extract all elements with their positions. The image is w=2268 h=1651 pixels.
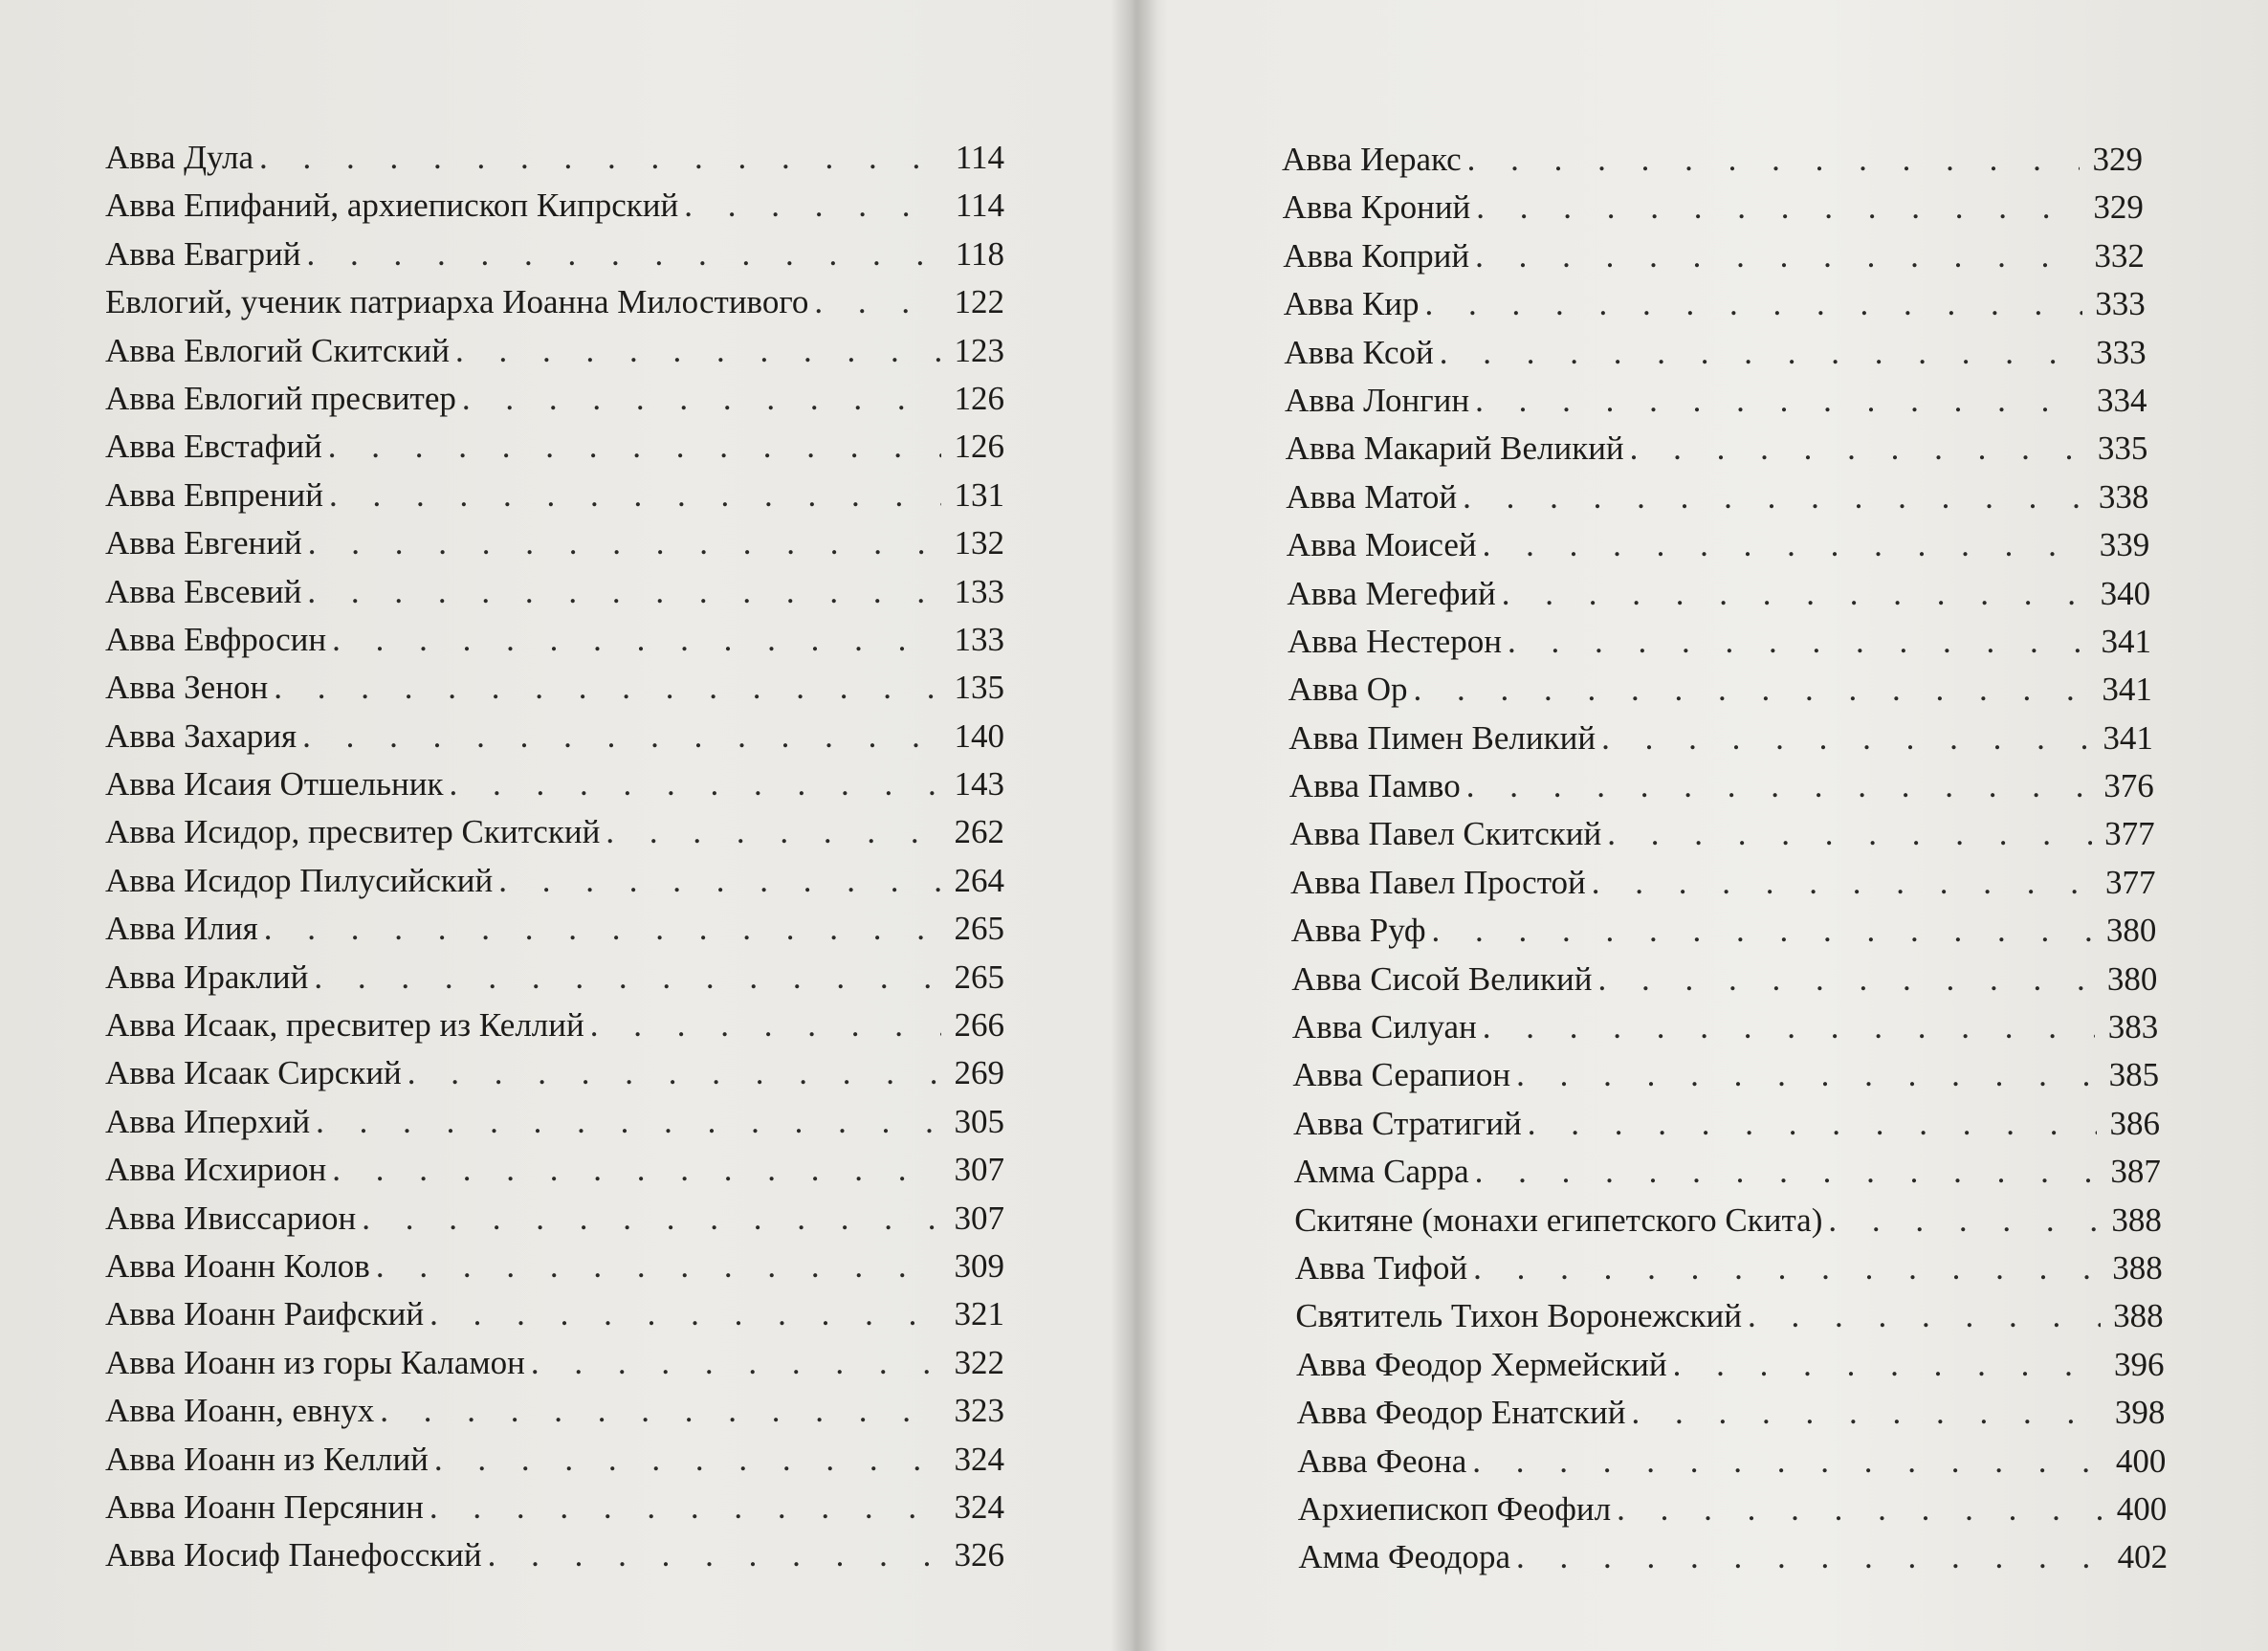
toc-leader-dots: [1631, 1389, 2102, 1437]
toc-entry: [105, 182, 1004, 230]
toc-leader-dots: [1466, 762, 2091, 810]
toc-entry-page-number: 114: [955, 187, 1004, 225]
toc-entry-page-number: 140: [954, 716, 1004, 755]
toc-entry-page-number: 341: [2101, 622, 2151, 660]
toc-entry: [105, 519, 1004, 567]
toc-entry-title: Авва Евгений: [105, 524, 302, 562]
toc-entry-title: Авва Иосиф Панефосский: [105, 1536, 482, 1574]
toc-leader-dots: [455, 327, 941, 375]
toc-entry: [1282, 810, 2181, 858]
toc-entry-page-number: 135: [954, 669, 1004, 707]
toc-entry-page-number: 376: [2103, 767, 2154, 805]
toc-entry-title: Авва Исаия Отшельник: [105, 765, 444, 803]
toc-entry: [1282, 1486, 2181, 1533]
toc-entry: [1282, 1438, 2181, 1486]
toc-entry-title: Авва Исаак, пресвитер из Келлий: [105, 1006, 584, 1045]
toc-entry: [105, 1098, 1004, 1146]
toc-leader-dots: [1483, 521, 2087, 569]
toc-entry: [105, 1436, 1004, 1484]
right-toc-list: [1282, 136, 2181, 1582]
toc-entry-title: Авва Мегефий: [1287, 574, 1496, 612]
toc-entry-page-number: 322: [954, 1343, 1004, 1381]
toc-entry-title: Авва Стратигий: [1293, 1104, 1522, 1142]
toc-entry: [1282, 1197, 2181, 1244]
toc-entry-title: Авва Иоанн из горы Каламон: [105, 1343, 525, 1381]
toc-entry-page-number: 333: [2096, 333, 2147, 371]
toc-leader-dots: [1508, 618, 2088, 666]
toc-entry: [105, 808, 1004, 856]
toc-entry: [105, 760, 1004, 808]
toc-entry-page-number: 385: [2108, 1056, 2160, 1094]
toc-leader-dots: [1432, 907, 2094, 955]
toc-entry-page-number: 262: [954, 813, 1004, 851]
toc-entry-page-number: 266: [954, 1006, 1004, 1045]
toc-leader-dots: [264, 905, 941, 953]
toc-leader-dots: [449, 760, 941, 808]
toc-leader-dots: [1528, 1100, 2097, 1148]
toc-entry-title: Авва Феодор Енатский: [1296, 1394, 1626, 1432]
toc-entry-title: Авва Захария: [105, 716, 297, 755]
toc-leader-dots: [302, 713, 941, 760]
toc-leader-dots: [684, 182, 941, 230]
toc-leader-dots: [1601, 715, 2090, 762]
toc-entry: [1282, 956, 2181, 1003]
toc-entry-page-number: 269: [954, 1054, 1004, 1092]
book-gutter: [1110, 0, 1157, 1651]
toc-leader-dots: [1414, 666, 2089, 714]
toc-entry: [1282, 570, 2181, 618]
toc-leader-dots: [274, 664, 941, 712]
toc-entry-page-number: 122: [954, 283, 1004, 321]
toc-entry: [105, 1195, 1004, 1243]
toc-entry-page-number: 114: [955, 139, 1004, 176]
toc-entry-page-number: 126: [954, 379, 1004, 417]
toc-entry-title: Авва Руф: [1290, 912, 1426, 950]
toc-entry-title: Авва Иоанн Раифский: [105, 1295, 425, 1333]
toc-entry-title: Авва Исхирион: [105, 1151, 327, 1189]
toc-leader-dots: [1673, 1341, 2102, 1389]
toc-leader-dots: [1630, 425, 2085, 473]
toc-entry-page-number: 329: [2092, 141, 2143, 178]
toc-entry: [1282, 618, 2181, 666]
toc-entry-page-number: 335: [2097, 429, 2148, 468]
toc-leader-dots: [1483, 1003, 2095, 1051]
toc-leader-dots: [329, 472, 941, 519]
toc-leader-dots: [314, 954, 941, 1002]
toc-entry-title: Авва Епифаний, архиепископ Кипрский: [105, 187, 679, 225]
toc-entry-title: Амма Феодора: [1298, 1538, 1511, 1576]
toc-entry-title: Авва Макарий Великий: [1285, 429, 1624, 468]
toc-entry: [105, 472, 1004, 519]
toc-entry: [1282, 1100, 2181, 1148]
toc-leader-dots: [1475, 1148, 2098, 1196]
toc-entry: [1282, 1244, 2181, 1292]
toc-entry: [1282, 666, 2181, 714]
toc-entry-title: Авва Исидор, пресвитер Скитский: [105, 813, 601, 851]
toc-entry: [1282, 473, 2181, 521]
toc-entry-title: Авва Евстафий: [105, 428, 322, 466]
toc-leader-dots: [1476, 184, 2081, 231]
toc-entry: [105, 616, 1004, 664]
toc-leader-dots: [488, 1531, 941, 1579]
toc-entry-page-number: 386: [2109, 1104, 2160, 1142]
toc-leader-dots: [1516, 1533, 2104, 1581]
toc-entry-title: Авва Илия: [105, 910, 258, 948]
toc-entry-page-number: 377: [2105, 863, 2156, 901]
toc-entry-page-number: 307: [954, 1199, 1004, 1237]
toc-entry: [1282, 762, 2181, 810]
toc-entry-title: Авва Моисей: [1286, 526, 1477, 564]
toc-entry-title: Авва Серапион: [1292, 1056, 1511, 1094]
toc-leader-dots: [1440, 329, 2083, 377]
toc-leader-dots: [259, 134, 941, 182]
toc-entry-page-number: 133: [954, 572, 1004, 610]
toc-entry-page-number: 305: [954, 1102, 1004, 1140]
toc-entry-page-number: 324: [954, 1440, 1004, 1478]
toc-entry: [105, 327, 1004, 375]
toc-entry-page-number: 398: [2114, 1394, 2166, 1432]
toc-entry: [105, 1290, 1004, 1338]
toc-leader-dots: [308, 519, 941, 567]
toc-leader-dots: [814, 278, 941, 326]
toc-leader-dots: [1472, 1438, 2103, 1486]
toc-entry-title: Авва Исаак Сирский: [105, 1054, 402, 1092]
toc-entry-page-number: 341: [2103, 718, 2153, 757]
toc-entry: [1282, 715, 2181, 762]
toc-entry-page-number: 388: [2111, 1200, 2162, 1239]
toc-entry: [105, 423, 1004, 471]
toc-entry-title: Авва Иеракс: [1282, 141, 1462, 178]
toc-leader-dots: [429, 1290, 941, 1338]
toc-entry-title: Авва Павел Простой: [1290, 863, 1586, 901]
toc-leader-dots: [1425, 280, 2082, 328]
toc-entry-page-number: 377: [2104, 815, 2155, 853]
toc-leader-dots: [332, 1146, 941, 1194]
toc-entry: [105, 1243, 1004, 1290]
toc-leader-dots: [1516, 1051, 2096, 1099]
toc-entry-title: Авва Коприй: [1283, 236, 1470, 275]
toc-entry-title: Авва Павел Скитский: [1289, 815, 1602, 853]
toc-entry: [105, 857, 1004, 905]
toc-leader-dots: [1828, 1197, 2098, 1244]
toc-entry-title: Авва Кир: [1283, 285, 1420, 323]
toc-leader-dots: [1597, 956, 2094, 1003]
toc-entry: [105, 134, 1004, 182]
toc-leader-dots: [531, 1339, 941, 1387]
toc-entry-page-number: 143: [954, 765, 1004, 803]
toc-entry-page-number: 324: [954, 1487, 1004, 1526]
toc-entry-title: Святитель Тихон Воронежский: [1295, 1297, 1742, 1335]
toc-entry-page-number: 380: [2105, 912, 2157, 950]
toc-entry: [105, 1339, 1004, 1387]
toc-entry: [105, 954, 1004, 1002]
toc-entry-page-number: 400: [2115, 1442, 2167, 1480]
toc-entry-page-number: 396: [2114, 1345, 2165, 1383]
toc-entry: [105, 1531, 1004, 1579]
toc-entry-title: Амма Сарра: [1293, 1153, 1469, 1191]
toc-entry-page-number: 118: [955, 234, 1004, 273]
toc-entry-page-number: 132: [954, 524, 1004, 562]
toc-entry-title: Авва Пимен Великий: [1288, 718, 1596, 757]
toc-leader-dots: [606, 808, 941, 856]
toc-entry-page-number: 264: [954, 861, 1004, 899]
toc-entry: [1282, 907, 2181, 955]
toc-leader-dots: [380, 1387, 941, 1435]
toc-entry: [1282, 1051, 2181, 1099]
toc-entry: [105, 1387, 1004, 1435]
toc-entry: [1282, 521, 2181, 569]
toc-entry-title: Скитяне (монахи египетского Скита): [1294, 1200, 1823, 1239]
left-page: [105, 134, 1004, 1580]
toc-entry-title: Авва Силуан: [1291, 1008, 1477, 1046]
toc-leader-dots: [332, 616, 941, 664]
toc-entry-title: Авва Кроний: [1282, 188, 1471, 227]
toc-leader-dots: [306, 231, 941, 278]
toc-entry: [105, 568, 1004, 616]
toc-entry-title: Авва Евпрений: [105, 475, 324, 514]
toc-entry: [1282, 1003, 2181, 1051]
toc-entry-title: Авва Евагрий: [105, 234, 301, 273]
toc-entry: [1282, 1148, 2181, 1196]
toc-entry-page-number: 126: [954, 428, 1004, 466]
toc-entry: [1282, 1533, 2181, 1581]
toc-entry: [105, 664, 1004, 712]
toc-entry-title: Авва Дула: [105, 139, 253, 176]
toc-entry: [1282, 1292, 2181, 1340]
toc-leader-dots: [1617, 1486, 2103, 1533]
toc-entry-page-number: 133: [954, 620, 1004, 658]
toc-leader-dots: [1475, 232, 2081, 280]
toc-entry-page-number: 323: [954, 1392, 1004, 1430]
toc-leader-dots: [590, 1002, 941, 1049]
toc-entry-page-number: 339: [2099, 526, 2150, 564]
toc-entry: [105, 713, 1004, 760]
toc-entry: [105, 231, 1004, 278]
toc-entry-title: Авва Матой: [1286, 477, 1458, 516]
toc-entry-title: Авва Иоанн, евнух: [105, 1392, 375, 1430]
toc-leader-dots: [307, 568, 941, 616]
toc-entry-title: Авва Иоанн Колов: [105, 1246, 370, 1285]
toc-entry-title: Авва Иперхий: [105, 1102, 311, 1140]
toc-entry-page-number: 265: [954, 910, 1004, 948]
toc-entry-page-number: 131: [954, 475, 1004, 514]
toc-entry-title: Авва Евлогий Скитский: [105, 331, 450, 369]
toc-entry-title: Авва Тифой: [1294, 1248, 1468, 1287]
toc-entry-page-number: 402: [2117, 1538, 2169, 1576]
toc-entry: [1282, 859, 2181, 907]
toc-entry-title: Авва Евлогий пресвитер: [105, 379, 456, 417]
toc-entry-page-number: 340: [2100, 574, 2151, 612]
toc-leader-dots: [328, 423, 941, 471]
toc-entry-page-number: 400: [2116, 1489, 2168, 1528]
toc-entry: [105, 905, 1004, 953]
toc-entry-title: Авва Евсевий: [105, 572, 302, 610]
toc-entry-title: Авва Феона: [1297, 1442, 1467, 1480]
toc-leader-dots: [316, 1098, 941, 1146]
toc-leader-dots: [1502, 570, 2087, 618]
toc-leader-dots: [1592, 859, 2093, 907]
toc-entry: [1282, 377, 2181, 425]
toc-entry-title: Архиепископ Феофил: [1297, 1489, 1612, 1528]
toc-entry-title: Авва Нестерон: [1288, 622, 1502, 660]
toc-entry-title: Авва Сисой Великий: [1291, 959, 1593, 998]
toc-entry: [105, 1484, 1004, 1531]
toc-entry-page-number: 380: [2106, 959, 2158, 998]
toc-entry-title: Авва Памво: [1288, 767, 1461, 805]
toc-entry-page-number: 338: [2098, 477, 2149, 516]
toc-entry-title: Авва Ор: [1288, 671, 1408, 709]
toc-entry: [105, 1146, 1004, 1194]
toc-leader-dots: [1748, 1292, 2101, 1340]
toc-entry-title: Авва Лонгин: [1285, 381, 1470, 419]
toc-leader-dots: [407, 1049, 941, 1097]
toc-entry: [1282, 425, 2181, 473]
toc-leader-dots: [376, 1243, 941, 1290]
toc-entry: [105, 375, 1004, 423]
toc-entry: [105, 1002, 1004, 1049]
toc-entry-title: Евлогий, ученик патриарха Иоанна Милостивого: [105, 283, 809, 321]
toc-entry: [1282, 1341, 2181, 1389]
toc-entry-title: Авва Иоанн Персянин: [105, 1487, 424, 1526]
toc-entry-title: Авва Ираклий: [105, 958, 309, 996]
toc-entry-page-number: 383: [2107, 1008, 2159, 1046]
toc-leader-dots: [1475, 377, 2083, 425]
toc-entry-page-number: 123: [954, 331, 1004, 369]
toc-entry-page-number: 329: [2093, 188, 2144, 227]
toc-leader-dots: [1607, 810, 2091, 858]
toc-entry-page-number: 326: [954, 1536, 1004, 1574]
toc-entry: [1282, 136, 2181, 184]
toc-entry-title: Авва Феодор Хермейский: [1296, 1345, 1667, 1383]
toc-entry-page-number: 333: [2095, 285, 2146, 323]
toc-entry: [1282, 232, 2181, 280]
toc-entry-title: Авва Зенон: [105, 669, 269, 707]
toc-entry-page-number: 309: [954, 1246, 1004, 1285]
toc-leader-dots: [429, 1484, 941, 1531]
toc-entry: [1282, 280, 2181, 328]
toc-entry: [105, 1049, 1004, 1097]
left-toc-list: [105, 134, 1004, 1580]
toc-entry-page-number: 388: [2113, 1297, 2164, 1335]
toc-leader-dots: [1463, 473, 2085, 521]
toc-entry-title: Авва Ксой: [1284, 333, 1434, 371]
toc-entry-page-number: 341: [2102, 671, 2152, 709]
toc-entry-page-number: 388: [2112, 1248, 2163, 1287]
toc-leader-dots: [1473, 1244, 2100, 1292]
toc-entry-title: Авва Иоанн из Келлий: [105, 1440, 429, 1478]
toc-entry: [1282, 1389, 2181, 1437]
toc-entry: [1282, 329, 2181, 377]
toc-entry-page-number: 334: [2097, 381, 2147, 419]
right-page: [1282, 136, 2181, 1582]
toc-entry-title: Авва Ивиссарион: [105, 1199, 357, 1237]
toc-leader-dots: [1467, 136, 2080, 184]
toc-leader-dots: [362, 1195, 941, 1243]
toc-entry-title: Авва Евфросин: [105, 620, 327, 658]
toc-entry-page-number: 387: [2110, 1153, 2161, 1191]
toc-leader-dots: [462, 375, 941, 423]
toc-entry: [105, 278, 1004, 326]
toc-entry-title: Авва Исидор Пилусийский: [105, 861, 494, 899]
toc-leader-dots: [434, 1436, 941, 1484]
toc-entry-page-number: 321: [954, 1295, 1004, 1333]
toc-leader-dots: [498, 857, 941, 905]
toc-entry: [1282, 184, 2181, 231]
toc-entry-page-number: 307: [954, 1151, 1004, 1189]
toc-entry-page-number: 332: [2094, 236, 2145, 275]
toc-entry-page-number: 265: [954, 958, 1004, 996]
